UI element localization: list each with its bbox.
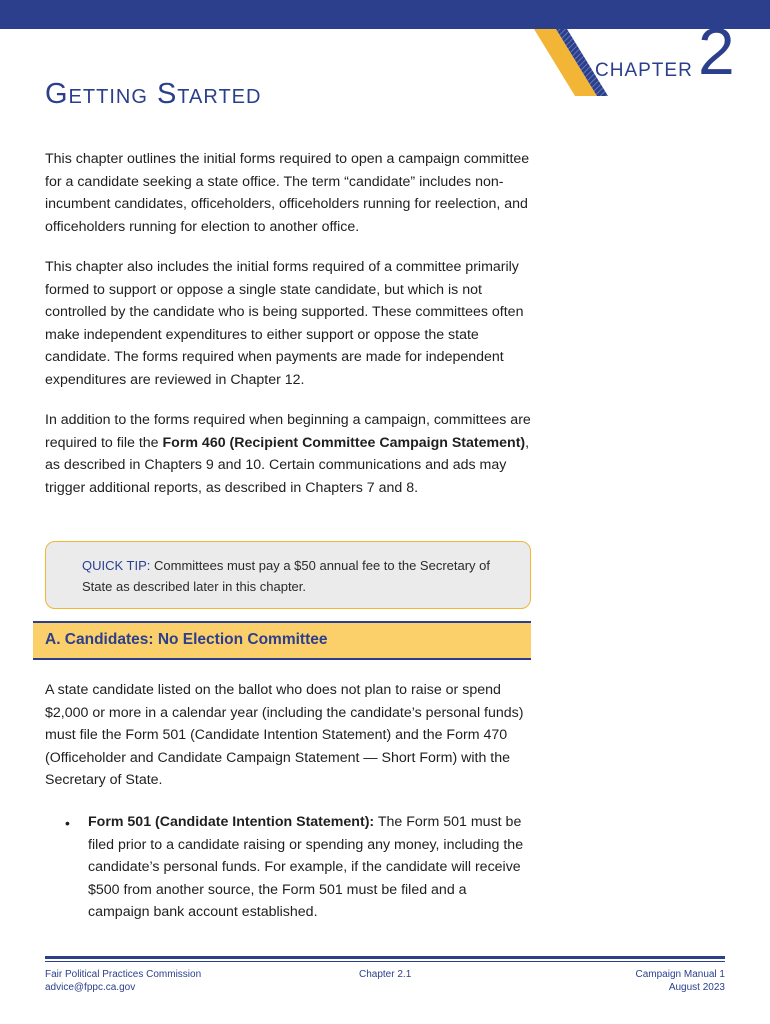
paragraph-text: , as described in Chapters 9 and 10. Certain communications and ads may trigger additional reports, as described in Chapters 7 and 8. [45, 434, 530, 496]
footer-page-number: Chapter 2.1 [359, 969, 412, 980]
footer-rule-thin [45, 961, 725, 962]
footer-left [45, 969, 201, 994]
chapter-label: CHAPTER [595, 60, 693, 81]
quick-tip-label: QUICK TIP: [82, 558, 151, 573]
form-460-reference: Form 460 (Recipient Committee Campaign Statement) [162, 434, 526, 451]
section-a-paragraph: A state candidate listed on the ballot who does not plan to raise or spend $2,000 or more in a calendar year (including the candidate’s personal funds) must file the Form 501 (Candidate Intention Statement) and the Form 470 (Officeholder and Candidate Campaign Statement — Short Form) with the Secretary of State. [45, 682, 524, 789]
section-a-heading-bar [33, 621, 531, 660]
chapter-number: 2 [698, 14, 735, 88]
page-title: Getting Started [45, 78, 262, 110]
intro-paragraph-2: This chapter also includes the initial forms required of a committee primarily formed to support or oppose a single state candidate, but which is not controlled by the candidate who is being supported. These committees often make independent expenditures to either support or oppose the state candidate. The forms required when payments are made for independent expenditures are reviewed in Chapter 12. [45, 259, 524, 388]
quick-tip-text: Committees must pay a $50 annual fee to the Secretary of State as described later in this chapter. [82, 558, 491, 594]
intro-paragraph-3 [45, 409, 535, 499]
footer-org: Fair Political Practices Commission [45, 969, 202, 980]
footer-manual: Campaign Manual 1 [635, 969, 725, 980]
footer-rule-thick [45, 956, 725, 959]
section-a-heading: A. Candidates: No Election Committee [45, 631, 328, 648]
form-501-bullet [88, 811, 528, 924]
form-501-label: Form 501 (Candidate Intention Statement): [88, 814, 375, 830]
footer-right [636, 969, 726, 994]
bullet-text: The Form 501 must be filed prior to a candidate raising or spending any money, including the candidate’s personal funds. For example, if the candidate will receive $500 from another source, the Form 501 must be filed and a campaign bank account established. [88, 814, 524, 921]
intro-paragraph-1: This chapter outlines the initial forms required to open a campaign committee for a candidate seeking a state office. The term “candidate” includes non-incumbent candidates, officeholders, officeholders running for reelection, and officeholders running for election to another office. [45, 151, 530, 235]
quick-tip-box [45, 541, 531, 609]
paragraph-text: In addition to the forms required when beginning a campaign, committees are required to file the [45, 412, 531, 451]
footer-email[interactable]: advice@fppc.ca.gov [45, 981, 136, 993]
bullet-icon: • [65, 815, 70, 831]
footer-date: August 2023 [668, 981, 725, 993]
